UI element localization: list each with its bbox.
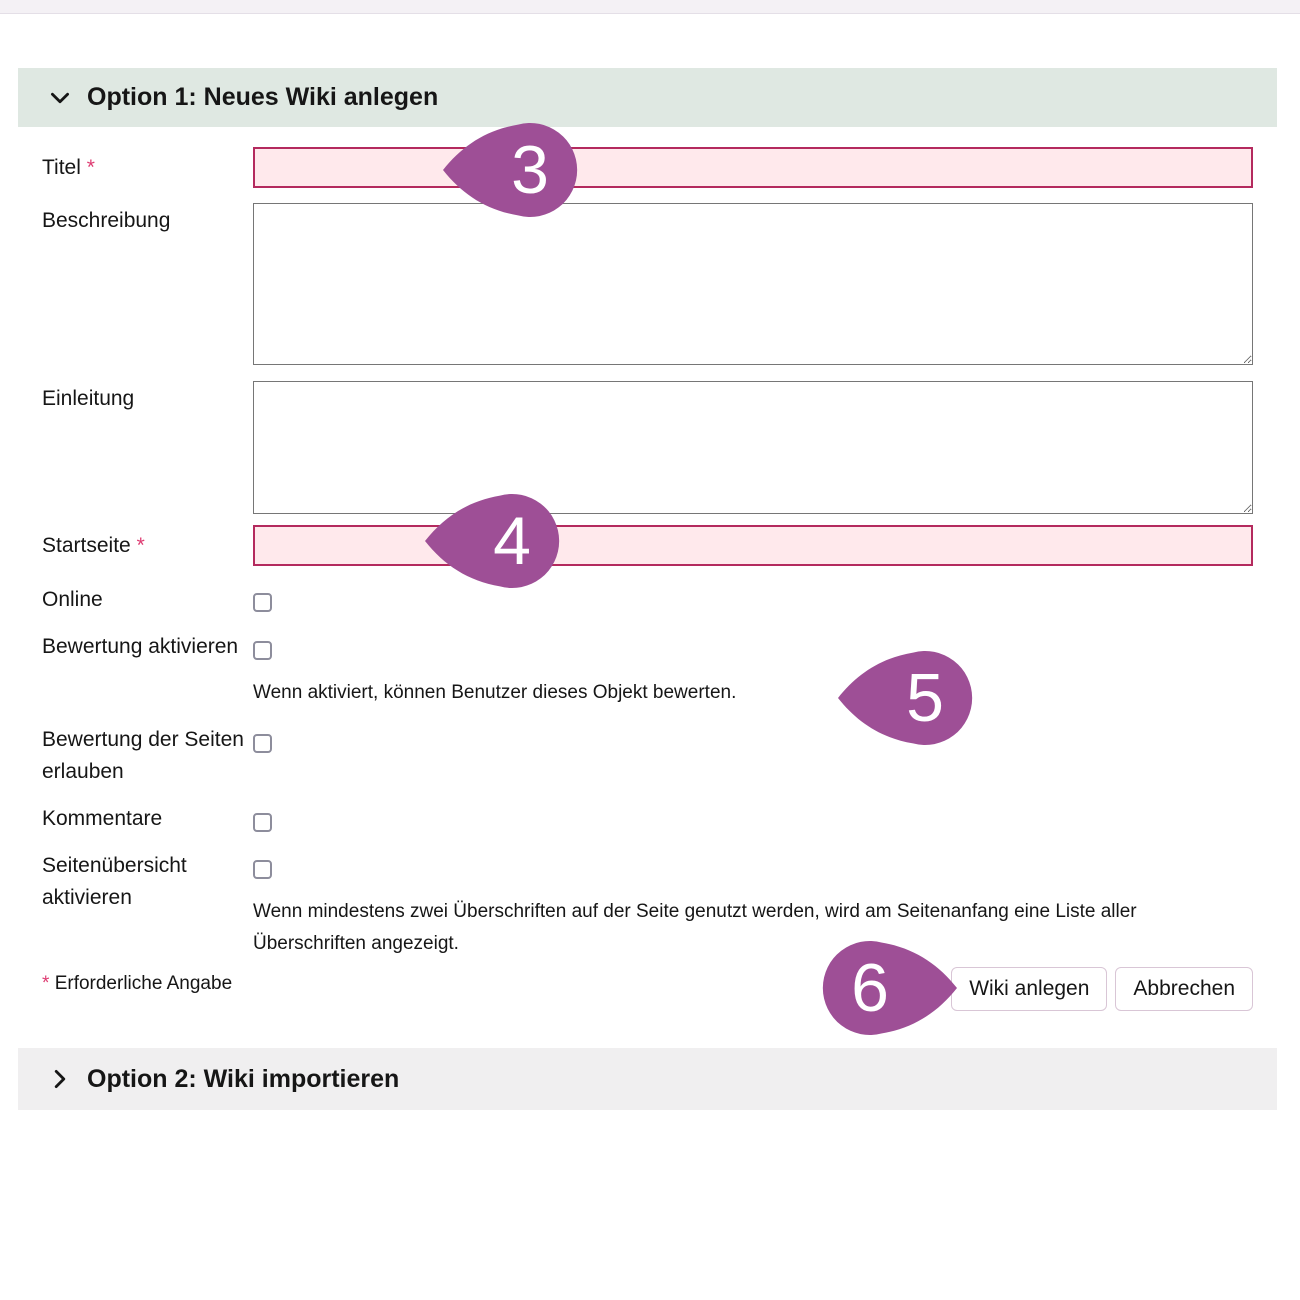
field-row-bewertung-aktivieren [42,631,1253,709]
top-scroll-strip [0,0,1300,14]
einleitung-textarea[interactable] [253,381,1253,514]
required-asterisk: * [136,534,145,557]
section-option1-title: Option 1: Neues Wiki anlegen [87,83,439,111]
field-row-online [42,584,1253,617]
online-label: Online [42,588,103,611]
beschreibung-label: Beschreibung [42,209,171,232]
field-row-titel [42,147,1253,188]
titel-input[interactable] [253,147,1253,188]
chevron-right-icon [47,1066,73,1092]
seitenuebersicht-label: Seitenübersicht aktivieren [42,854,187,909]
bewertung-aktivieren-help: Wenn aktiviert, können Benutzer dieses Objekt bewerten. [253,682,737,703]
kommentare-checkbox[interactable] [253,813,272,832]
field-row-beschreibung [42,203,1253,365]
field-row-startseite [42,525,1253,566]
abbrechen-button[interactable]: Abbrechen [1115,967,1253,1011]
bewertung-seiten-checkbox[interactable] [253,734,272,753]
annotation-marker-4 [424,491,560,591]
seitenuebersicht-checkbox[interactable] [253,860,272,879]
required-asterisk: * [86,156,95,179]
bewertung-aktivieren-checkbox[interactable] [253,641,272,660]
field-row-einleitung [42,381,1253,514]
section-option2-header[interactable] [18,1048,1277,1110]
annotation-marker-5 [837,648,973,748]
svg-text:5: 5 [906,660,944,736]
required-note: * Erforderliche Angabe [42,973,233,994]
wiki-anlegen-button[interactable]: Wiki anlegen [951,967,1107,1011]
bewertung-seiten-label: Bewertung der Seiten erlauben [42,728,244,783]
field-row-seitenuebersicht [42,850,1253,960]
kommentare-label: Kommentare [42,807,163,830]
annotation-marker-6 [822,938,958,1038]
field-row-bewertung-seiten [42,724,1253,788]
section-option1-header[interactable] [18,68,1277,127]
svg-text:6: 6 [851,950,889,1026]
bewertung-aktivieren-label: Bewertung aktivieren [42,635,239,658]
startseite-label: Startseite * [42,534,145,557]
svg-text:4: 4 [493,503,531,579]
section-option2-title: Option 2: Wiki importieren [87,1064,400,1093]
svg-text:3: 3 [511,132,549,208]
einleitung-label: Einleitung [42,387,135,410]
titel-label: Titel * [42,156,95,179]
seitenuebersicht-help: Wenn mindestens zwei Überschriften auf der Seite genutzt werden, wird am Seitenanfang eine Liste aller Überschriften angezeigt. [253,901,1137,954]
chevron-down-icon [47,85,73,111]
annotation-marker-3 [442,120,578,220]
field-row-kommentare [42,803,1253,837]
startseite-input[interactable] [253,525,1253,566]
beschreibung-textarea[interactable] [253,203,1253,365]
required-asterisk: * [42,973,50,994]
form-button-bar [951,967,1253,1011]
online-checkbox[interactable] [253,593,272,612]
